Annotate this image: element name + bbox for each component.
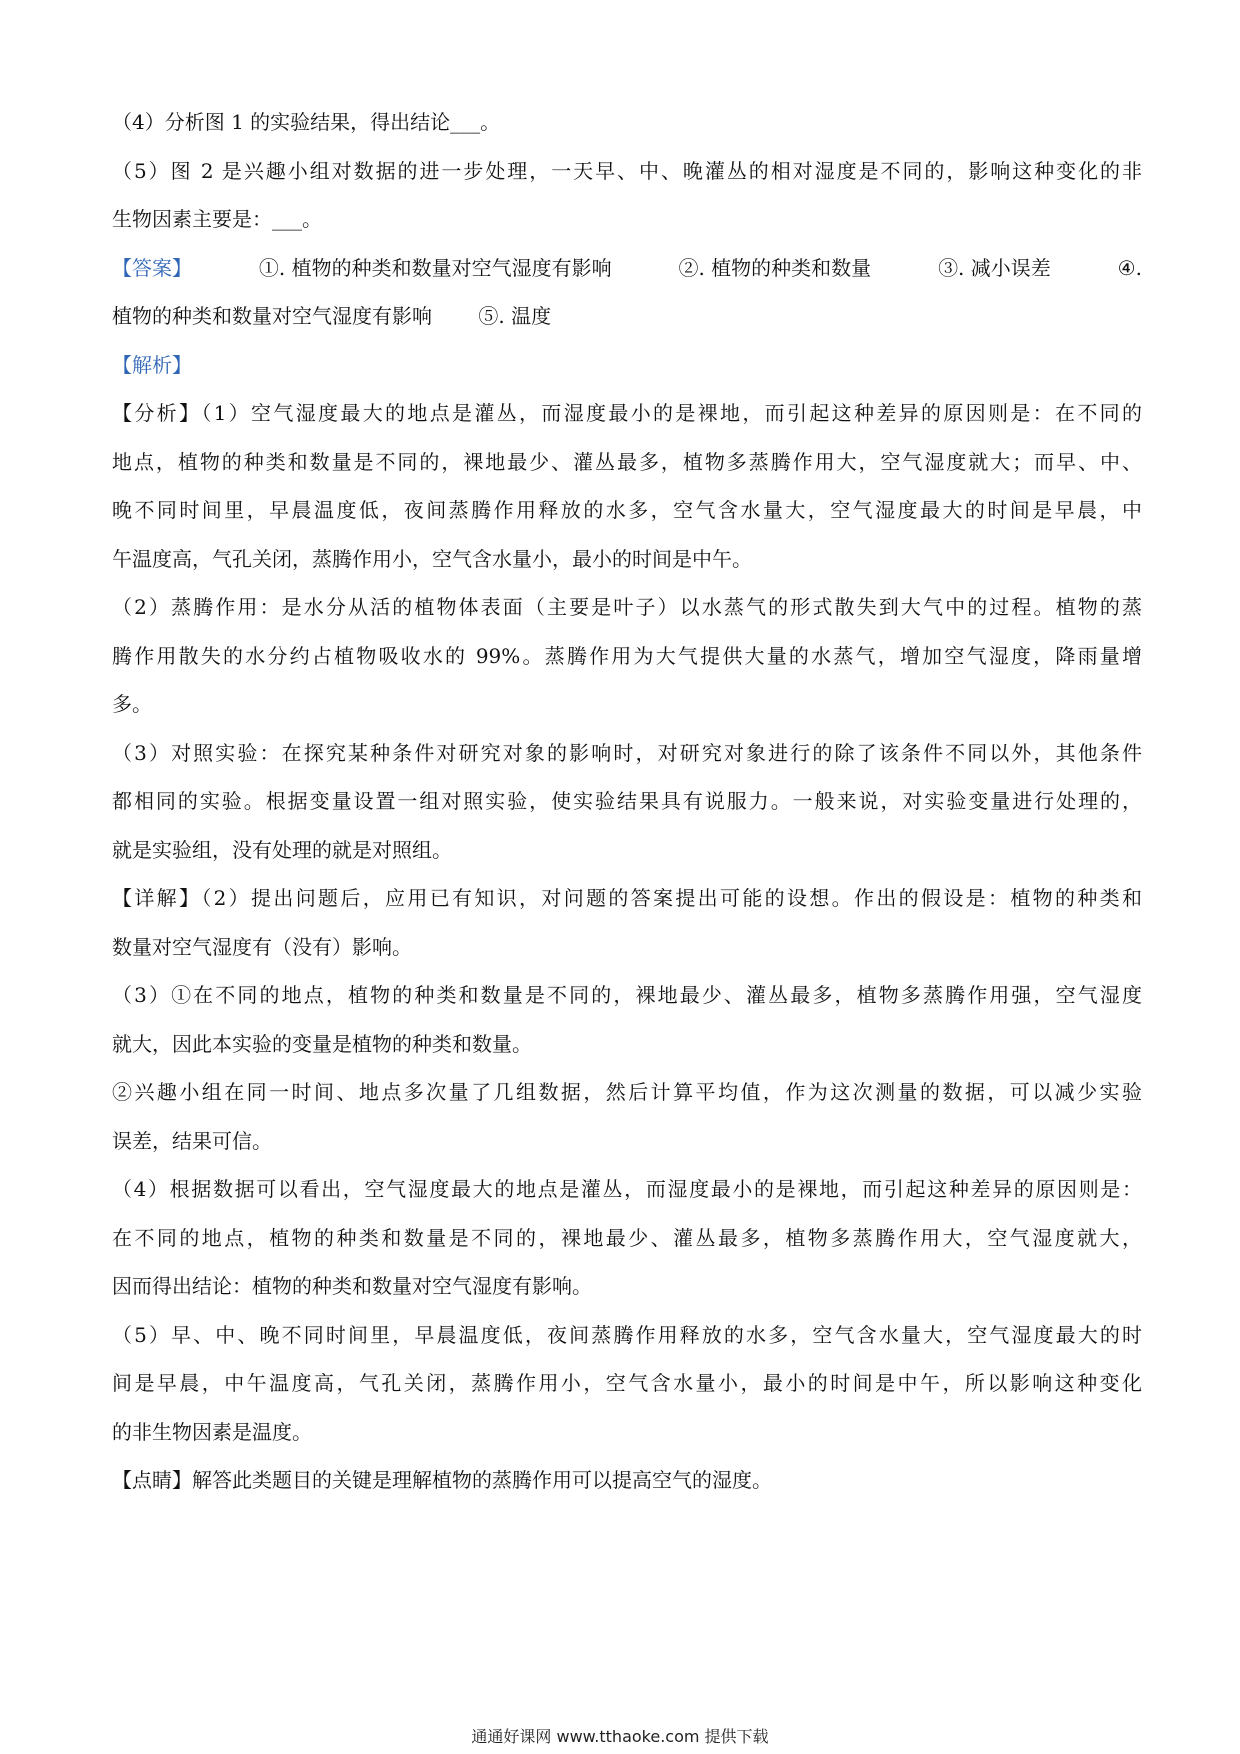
answer-2: ②. 植物的种类和数量 [678, 255, 872, 280]
answer-4-text: 植物的种类和数量对空气湿度有影响 [112, 304, 432, 328]
point2-line3: 多。 [112, 692, 152, 716]
fenxi-line4: 午温度高，气孔关闭，蒸腾作用小，空气含水量小，最小的时间是中午。 [112, 546, 752, 571]
detail3b-line2: 误差，结果可信。 [112, 1128, 272, 1153]
detail-line1: 【详解】（2）提出问题后，应用已有知识，对问题的答案提出可能的设想。作出的假设是：植物的种类和 [112, 886, 1142, 910]
point3-line3: 就是实验组，没有处理的就是对照组。 [112, 837, 452, 862]
detail3-line2: 就大，因此本实验的变量是植物的种类和数量。 [112, 1031, 532, 1056]
point3-line2: 都相同的实验。根据变量设置一组对照实验，使实验结果具有说服力。一般来说，对实验变量进行处理的， [112, 789, 1142, 813]
answer-5: ⑤. 温度 [478, 304, 552, 328]
detail3b-line1: ②兴趣小组在同一时间、地点多次量了几组数据，然后计算平均值，作为这次测量的数据，可以减少实验 [112, 1080, 1142, 1104]
answer-4: ④. [1117, 255, 1142, 280]
answer-row-2 [112, 292, 1142, 341]
detail-line2: 数量对空气湿度有（没有）影响。 [112, 934, 412, 959]
detail4-line1: （4）根据数据可以看出，空气湿度最大的地点是灌丛，而湿度最小的是裸地，而引起这种差异的原因则是： [112, 1177, 1142, 1201]
question-5-line2: 生物因素主要是：___。 [112, 207, 322, 231]
detail3-line1: （3）①在不同的地点，植物的种类和数量是不同的，裸地最少、灌丛最多，植物多蒸腾作用强，空气湿度 [112, 983, 1142, 1007]
fenxi-line1: 【分析】（1）空气湿度最大的地点是灌丛，而湿度最小的是裸地，而引起这种差异的原因则是：在不同的 [112, 401, 1142, 425]
page-footer: 通通好课网 www.tthaoke.com 提供下载 [471, 1727, 769, 1746]
detail4-line3: 因而得出结论：植物的种类和数量对空气湿度有影响。 [112, 1274, 592, 1298]
detail5-line2: 间是早晨，中午温度高，气孔关闭，蒸腾作用小，空气含水量小，最小的时间是中午，所以影响这种变化 [112, 1371, 1142, 1395]
point2-line2: 腾作用散失的水分约占植物吸收水的 99%。蒸腾作用为大气提供大量的水蒸气，增加空气湿度，降雨量增 [112, 643, 1142, 668]
detail5-line3: 的非生物因素是温度。 [112, 1419, 312, 1444]
answer-tag: 【答案】 [112, 255, 192, 280]
question-5-line1: （5）图 2 是兴趣小组对数据的进一步处理，一天早、中、晚灌丛的相对湿度是不同的，影响这种变化的非 [112, 158, 1142, 183]
answer-1: ①. 植物的种类和数量对空气湿度有影响 [258, 255, 612, 280]
answer-3: ③. 减小误差 [938, 255, 1051, 280]
detail4-line2: 在不同的地点，植物的种类和数量是不同的，裸地最少、灌丛最多，植物多蒸腾作用大，空气湿度就大， [112, 1225, 1142, 1250]
dianjing: 【点睛】解答此类题目的关键是理解植物的蒸腾作用可以提高空气的湿度。 [112, 1468, 772, 1492]
document-body [112, 98, 1142, 1505]
detail5-line1: （5）早、中、晚不同时间里，早晨温度低，夜间蒸腾作用释放的水多，空气含水量大，空气湿度最大的时 [112, 1322, 1142, 1347]
fenxi-line3: 晚不同时间里，早晨温度低，夜间蒸腾作用释放的水多，空气含水量大，空气湿度最大的时间是早晨，中 [112, 498, 1142, 522]
question-4: （4）分析图 1 的实验结果，得出结论___。 [112, 110, 501, 134]
answer-row [112, 244, 1142, 293]
point3-line1: （3）对照实验：在探究某种条件对研究对象的影响时，对研究对象进行的除了该条件不同以外，其他条件 [112, 740, 1142, 765]
fenxi-line2: 地点，植物的种类和数量是不同的，裸地最少、灌丛最多，植物多蒸腾作用大，空气湿度就大；而早、中、 [112, 449, 1142, 474]
point2-line1: （2）蒸腾作用：是水分从活的植物体表面（主要是叶子）以水蒸气的形式散失到大气中的过程。植物的蒸 [112, 595, 1142, 619]
analysis-tag: 【解析】 [112, 352, 192, 377]
